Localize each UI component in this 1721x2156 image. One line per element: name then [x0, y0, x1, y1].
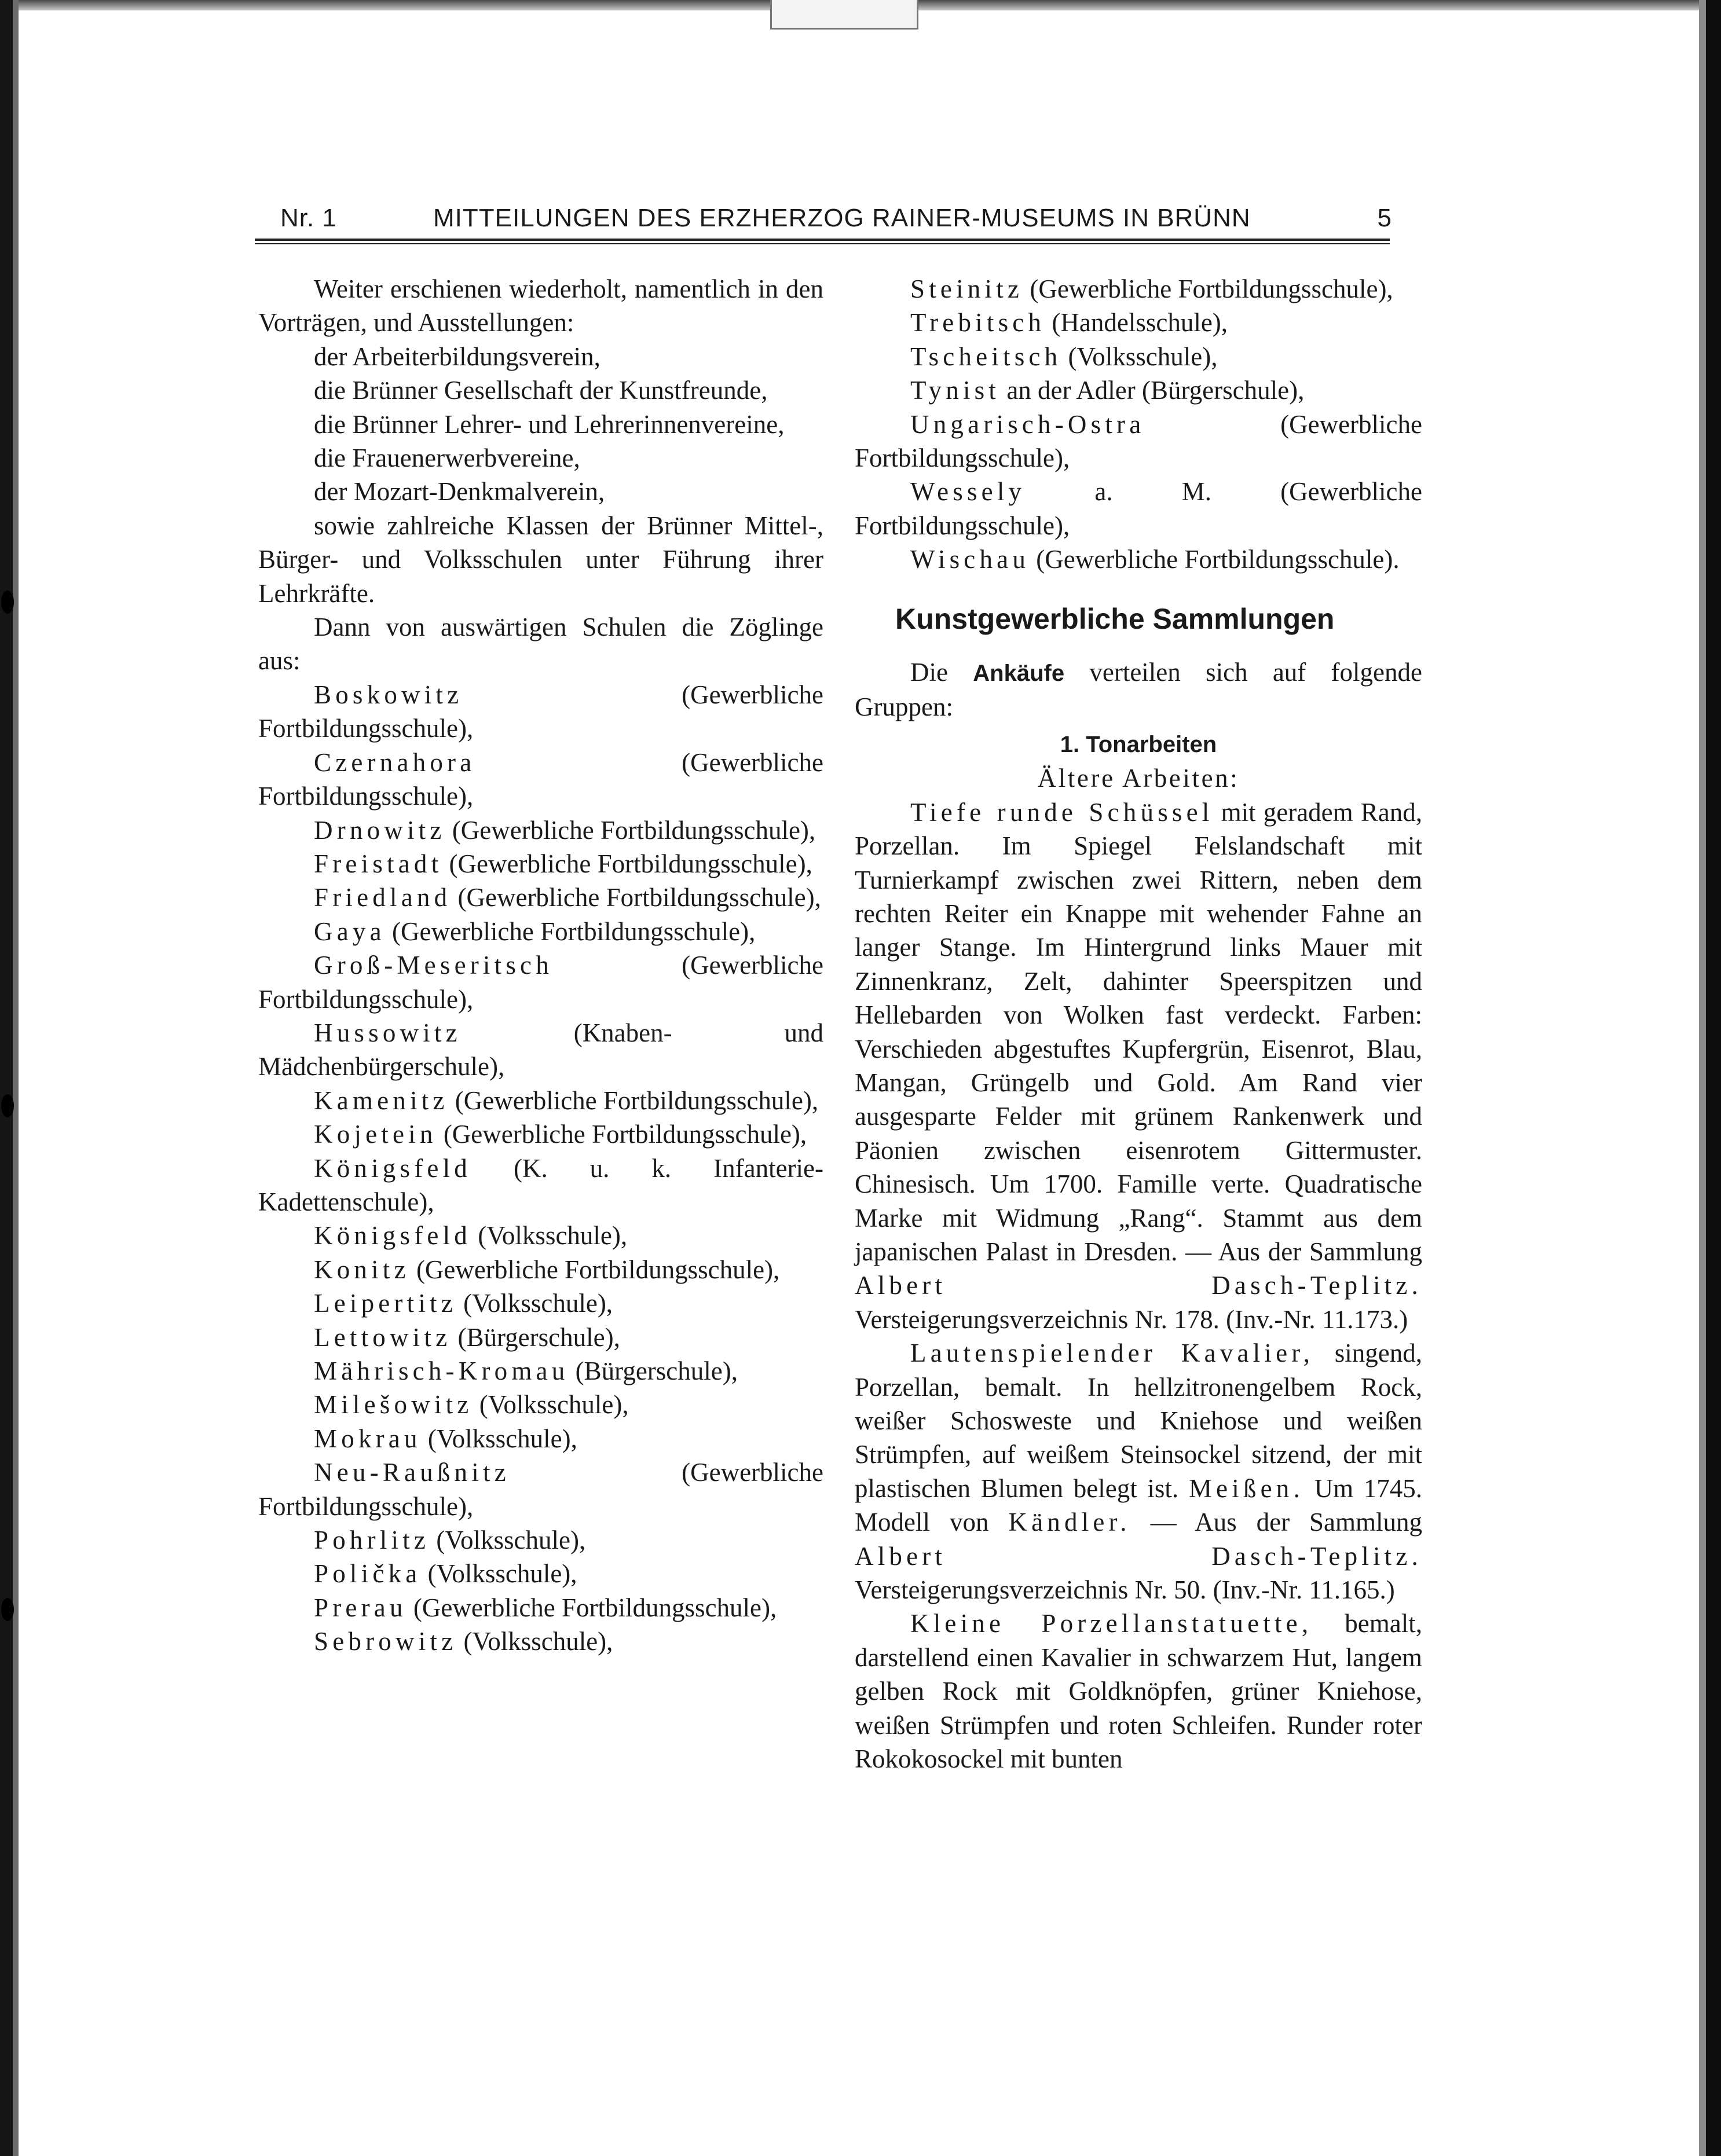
page-tab [770, 0, 918, 30]
group-heading: 1. Tonarbeiten [1060, 731, 1217, 757]
journal-title: MITTEILUNGEN DES ERZHERZOG RAINER-MUSEUMS IN BRÜNN [433, 204, 1251, 232]
school-place: Kamenitz [314, 1086, 449, 1115]
school-place: Boskowitz [314, 680, 463, 709]
school-type: (Volksschule), [463, 1627, 613, 1656]
school-type: (Gewerbliche Fortbildungsschule), [392, 916, 756, 946]
acquisitions-text: Die [910, 658, 948, 687]
school-place: Friedland [314, 883, 452, 912]
acquisitions-paragraph [855, 655, 1422, 724]
school-type: (Volksschule), [427, 1559, 577, 1589]
school-entry [258, 1422, 823, 1455]
school-place: Pohrlitz [314, 1526, 430, 1555]
catalog-entry [855, 795, 1422, 1337]
school-entry [258, 746, 823, 813]
school-place: Milešowitz [314, 1390, 473, 1420]
school-entry [258, 1523, 823, 1557]
entry-text: — Aus der Sammlung [1150, 1508, 1423, 1537]
school-place: Tscheitsch [910, 342, 1062, 371]
school-type: (Handelsschule), [1052, 308, 1228, 338]
school-place: Czernahora [314, 747, 476, 777]
entry-origin: Meißen. [1188, 1473, 1304, 1503]
school-type: (Volksschule), [463, 1289, 613, 1318]
entry-text: mit geradem Rand, Porzellan. Im Spiegel Felslandschaft mit Turnierkampf zwischen zwei Rittern, neben dem rechten Reiter ein Knappe mit wehender Fahne an langer Stange. Im Hintergrund links Mauer mit Zinnenkranz, Zelt, dahinter Speerspitzen und Hellebarden von Wolken fast verdeckt. Farben: Verschieden abgestuftes Kupfergrün, Eisenrot, Blau, Mangan, Grüngelb und Gold. Am Rand vier ausgesparte Felder mit grünem Rankenwerk und Päonien zwischen eisenrotem Gittermuster. Chinesisch. Um 1700. Famille verte. Quadratische Marke mit Widmung „Rang“. Stammt aus dem japanischen Palast in Dresden. — Aus der Sammlung [855, 797, 1422, 1266]
school-type: (Gewerbliche Fortbildungsschule), [258, 747, 823, 811]
scan-right-shadow [1699, 0, 1706, 2156]
school-place: Hussowitz [314, 1018, 462, 1047]
school-place: Konitz [314, 1255, 410, 1284]
school-entry [855, 475, 1422, 542]
school-entry [855, 306, 1422, 339]
entry-text: bemalt, darstellend einen Kavalier in schwarzem Hut, langem gelben Rock mit Goldknöpfen, grüner Kniehose, weißen Strümpfen und roten Schleifen. Runder roter Rokokosockel mit bunten [855, 1609, 1422, 1774]
school-type: (Gewerbliche Fortbildungsschule), [455, 1086, 819, 1115]
school-type: (Gewerbliche Fortbildungsschule), [443, 1120, 807, 1149]
school-place: Steinitz [910, 274, 1024, 303]
school-type: (Volksschule), [1068, 342, 1218, 371]
school-type: an der Adler (Bürgerschule), [1006, 376, 1305, 405]
school-place: Prerau [314, 1593, 407, 1622]
school-entry [258, 1591, 823, 1625]
school-place: Trebitsch [910, 308, 1046, 338]
association-item: die Brünner Lehrer- und Lehrerinnenvereine, [314, 409, 785, 439]
school-entry [258, 847, 823, 881]
school-place: Groß-Meseritsch [314, 951, 553, 980]
entry-title: Tiefe runde Schüssel [910, 797, 1214, 827]
school-type: (Gewerbliche Fortbildungsschule), [855, 409, 1422, 473]
school-type: a. M. (Gewerbliche Fortbildungsschule), [855, 477, 1422, 540]
school-place: Neu-Raußnitz [314, 1458, 510, 1487]
school-entry [855, 408, 1422, 475]
school-type: (Bürgerschule), [575, 1356, 738, 1385]
intro-paragraph: Weiter erschienen wiederholt, namentlich in den Vorträgen, und Ausstellungen: [258, 274, 823, 338]
left-column [258, 272, 823, 1659]
school-place: Freistadt [314, 849, 443, 878]
acquisitions-text: verteilen sich auf folgende Gruppen: [855, 658, 1422, 722]
school-type: (Volksschule), [479, 1390, 629, 1420]
entry-text: Um 1745. Modell von [855, 1473, 1423, 1537]
school-entry [855, 542, 1422, 576]
school-entry [855, 340, 1422, 373]
school-type: (Volksschule), [427, 1424, 577, 1453]
school-type: (Gewerbliche Fortbildungsschule), [1030, 274, 1393, 303]
issue-number: Nr. 1 [280, 204, 337, 232]
school-entry [258, 678, 823, 746]
school-place: Tynist [910, 376, 1001, 405]
school-entry [258, 1152, 823, 1219]
entry-reference: Versteigerungsverzeichnis Nr. 178. (Inv.-Nr. 11.173.) [855, 1304, 1408, 1334]
entry-title: Kleine Porzellanstatuette, [910, 1609, 1313, 1638]
school-type: (Knaben- und Mädchenbürgerschule), [258, 1018, 824, 1081]
scan-left-edge [0, 0, 13, 2156]
association-item: die Brünner Gesellschaft der Kunstfreunde, [314, 376, 768, 405]
school-place: Ungarisch-Ostra [910, 409, 1145, 439]
association-item: sowie zahlreiche Klassen der Brünner Mittel-, Bürger- und Volksschulen unter Führung ihrer Lehrkräfte. [258, 511, 823, 608]
binding-hole [1, 591, 14, 614]
school-place: Mährisch-Kromau [314, 1356, 569, 1385]
school-type: (Gewerbliche Fortbildungsschule), [449, 849, 812, 878]
right-column [855, 272, 1422, 1776]
association-item: die Frauenerwerbvereine, [314, 443, 580, 473]
school-place: Wessely [910, 477, 1026, 507]
school-type: (Gewerbliche Fortbildungsschule), [452, 815, 816, 845]
school-place: Mokrau [314, 1424, 422, 1453]
school-place: Leipertitz [314, 1289, 457, 1318]
school-type: (Gewerbliche Fortbildungsschule), [416, 1255, 780, 1284]
school-type: (Gewerbliche Fortbildungsschule), [457, 883, 821, 912]
header-rule [255, 239, 1390, 244]
school-entry [258, 1084, 823, 1117]
page-number: 5 [1377, 204, 1392, 232]
entry-text: singend, Porzellan, bemalt. In hellzitronengelbem Rock, weißer Schosweste und Kniehose und weißen Strümpfen, auf weißem Steinsockel sitzend, der mit plastischen Blumen belegt ist. [855, 1339, 1422, 1503]
school-type: (Gewerbliche Fortbildungsschule), [258, 1458, 823, 1521]
scan-left-shadow [13, 0, 19, 2156]
school-place: Gaya [314, 916, 386, 946]
association-item: der Mozart-Denkmalverein, [314, 477, 605, 507]
school-place: Kojetein [314, 1120, 437, 1149]
entry-title: Lautenspielender Kavalier, [910, 1339, 1314, 1368]
school-place: Königsfeld [314, 1153, 471, 1183]
entry-collector: Albert Dasch-Teplitz. [855, 1541, 1422, 1571]
scan-right-edge [1706, 0, 1721, 2156]
school-place: Drnowitz [314, 815, 446, 845]
section-heading: Kunstgewerbliche Sammlungen [895, 602, 1335, 635]
school-entry [258, 881, 823, 914]
schools-intro: Dann von auswärtigen Schulen die Zöglinge aus: [258, 613, 823, 676]
school-entry [258, 1117, 823, 1151]
school-entry [258, 1286, 823, 1320]
school-entry [258, 1625, 823, 1658]
school-entry [258, 1354, 823, 1388]
school-type: (K. u. k. Infanterie-Kadettenschule), [258, 1153, 823, 1216]
school-entry [855, 373, 1422, 407]
entry-modeller: Kändler. [1008, 1508, 1131, 1537]
school-entry [258, 1321, 823, 1354]
school-place: Königsfeld [314, 1221, 471, 1251]
school-entry [258, 915, 823, 948]
catalog-entry [855, 1336, 1422, 1607]
school-entry [258, 813, 823, 847]
school-place: Sebrowitz [314, 1627, 457, 1656]
school-entry [258, 1016, 823, 1084]
school-entry [258, 1388, 823, 1421]
binding-hole [1, 1598, 14, 1621]
subgroup-heading: Ältere Arbeiten: [1037, 764, 1240, 793]
entry-collector: Albert Dasch-Teplitz. [855, 1271, 1422, 1300]
school-entry [258, 1455, 823, 1523]
entry-reference: Versteigerungsverzeichnis Nr. 50. (Inv.-Nr. 11.165.) [855, 1575, 1395, 1605]
running-head [280, 197, 1392, 237]
school-type: (Bürgerschule), [457, 1322, 620, 1352]
school-type: (Volksschule), [436, 1526, 586, 1555]
school-place: Polička [314, 1559, 422, 1589]
school-place: Wischau [910, 545, 1030, 574]
catalog-entry [855, 1607, 1422, 1776]
school-type: (Gewerbliche Fortbildungsschule), [258, 680, 823, 743]
association-item: der Arbeiterbildungsverein, [314, 342, 600, 371]
school-entry [258, 1219, 823, 1252]
binding-hole [1, 1094, 14, 1117]
acquisitions-keyword: Ankäufe [973, 661, 1065, 687]
school-type: (Gewerbliche Fortbildungsschule). [1036, 545, 1400, 574]
school-entry [855, 272, 1422, 306]
school-entry [258, 1253, 823, 1286]
school-entry [258, 1557, 823, 1590]
school-place: Lettowitz [314, 1322, 452, 1352]
school-type: (Gewerbliche Fortbildungsschule), [413, 1593, 777, 1622]
school-entry [258, 948, 823, 1016]
school-type: (Volksschule), [478, 1221, 628, 1251]
school-type: (Gewerbliche Fortbildungsschule), [258, 951, 823, 1014]
